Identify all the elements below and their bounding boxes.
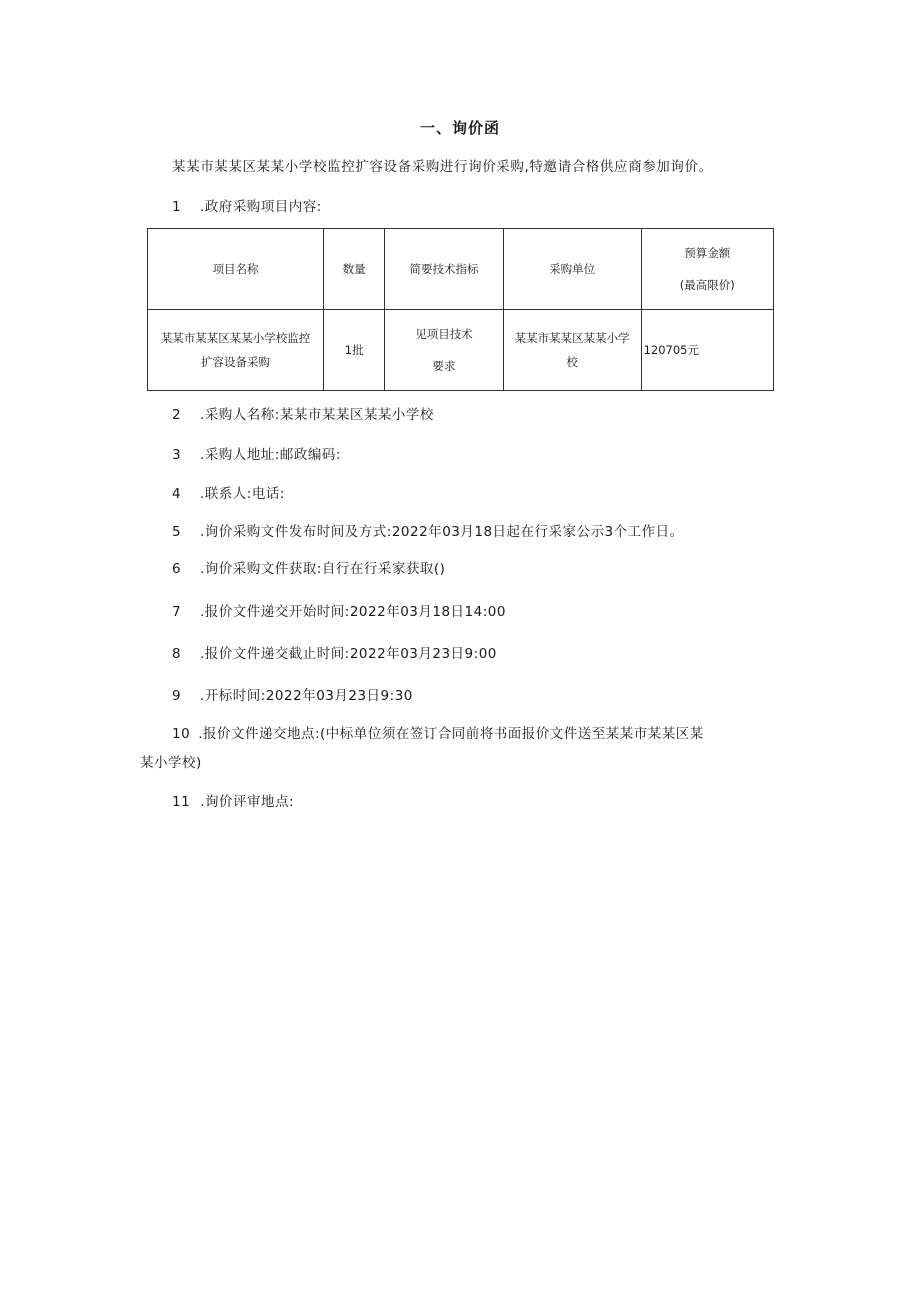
cell-project-name-l1: 某某市某某区某某小学校监控 — [160, 331, 311, 345]
item-text: .政府采购项目内容: — [200, 199, 322, 215]
item-number: 7 — [172, 604, 182, 620]
list-item-9 — [172, 684, 413, 704]
item-text: .询价采购文件发布时间及方式:2022年03月18日起在行采家公示3个工作日。 — [200, 524, 684, 540]
intro-paragraph: 某某市某某区某某小学校监控扩容设备采购进行询价采购,特邀请合格供应商参加询价。 — [172, 159, 713, 175]
item-number: 5 — [172, 524, 182, 540]
cell-purchaser-l1: 某某市某某区某某小学 — [514, 331, 630, 345]
item-number: 6 — [172, 561, 182, 577]
cell-project-name-l2: 扩容设备采购 — [201, 355, 271, 369]
list-item-3 — [172, 443, 341, 463]
header-quantity: 数量 — [324, 229, 385, 310]
cell-tech-spec — [385, 310, 504, 391]
header-purchaser: 采购单位 — [503, 229, 641, 310]
header-budget-l2: (最高限价) — [679, 278, 735, 292]
list-item-11 — [172, 790, 294, 810]
item-text: .报价文件递交截止时间:2022年03月23日9:00 — [200, 646, 497, 662]
cell-purchaser — [503, 310, 641, 391]
cell-tech-spec-l1: 见项目技术 — [415, 327, 473, 341]
header-tech-spec: 简要技术指标 — [385, 229, 504, 310]
item-text: .采购人名称:某某市某某区某某小学校 — [200, 407, 434, 423]
item-number: 10 — [172, 726, 191, 742]
item-text: .采购人地址:邮政编码: — [200, 447, 341, 463]
list-item-8 — [172, 642, 497, 662]
cell-project-name — [148, 310, 324, 391]
item-number: 8 — [172, 646, 182, 662]
item-number: 3 — [172, 447, 182, 463]
page-title: 一、询价函 — [419, 119, 500, 137]
item-number: 11 — [172, 794, 191, 810]
list-item-7 — [172, 600, 506, 620]
list-item-5 — [172, 520, 684, 540]
cell-budget: 120705元 — [641, 310, 773, 391]
item-number: 9 — [172, 688, 182, 704]
item-text: .询价采购文件获取:自行在行采家获取() — [200, 561, 446, 577]
header-budget — [641, 229, 773, 310]
item-text: .报价文件递交地点:(中标单位须在签订合同前将书面报价文件送至某某市某某区某 — [198, 726, 704, 742]
header-budget-l1: 预算金额 — [684, 246, 731, 260]
cell-quantity: 1批 — [324, 310, 385, 391]
list-item-6 — [172, 557, 445, 577]
item-number: 2 — [172, 407, 182, 423]
cell-purchaser-l2: 校 — [566, 355, 578, 369]
header-project-name: 项目名称 — [148, 229, 324, 310]
list-item-1 — [172, 195, 322, 215]
item10-line2: 某小学校) — [140, 755, 202, 771]
cell-tech-spec-l2: 要求 — [432, 359, 456, 373]
list-item-10 — [140, 720, 780, 778]
table-row — [148, 310, 774, 391]
item-text: .询价评审地点: — [200, 794, 295, 810]
item10-line1 — [140, 720, 780, 749]
item-number: 4 — [172, 486, 182, 502]
item-text: .开标时间:2022年03月23日9:30 — [200, 688, 413, 704]
list-item-2 — [172, 403, 434, 423]
item-text: .报价文件递交开始时间:2022年03月18日14:00 — [200, 604, 506, 620]
list-item-4 — [172, 482, 285, 502]
procurement-table — [147, 228, 774, 391]
table-header-row — [148, 229, 774, 310]
item-text: .联系人:电话: — [200, 486, 285, 502]
item-number: 1 — [172, 199, 182, 215]
